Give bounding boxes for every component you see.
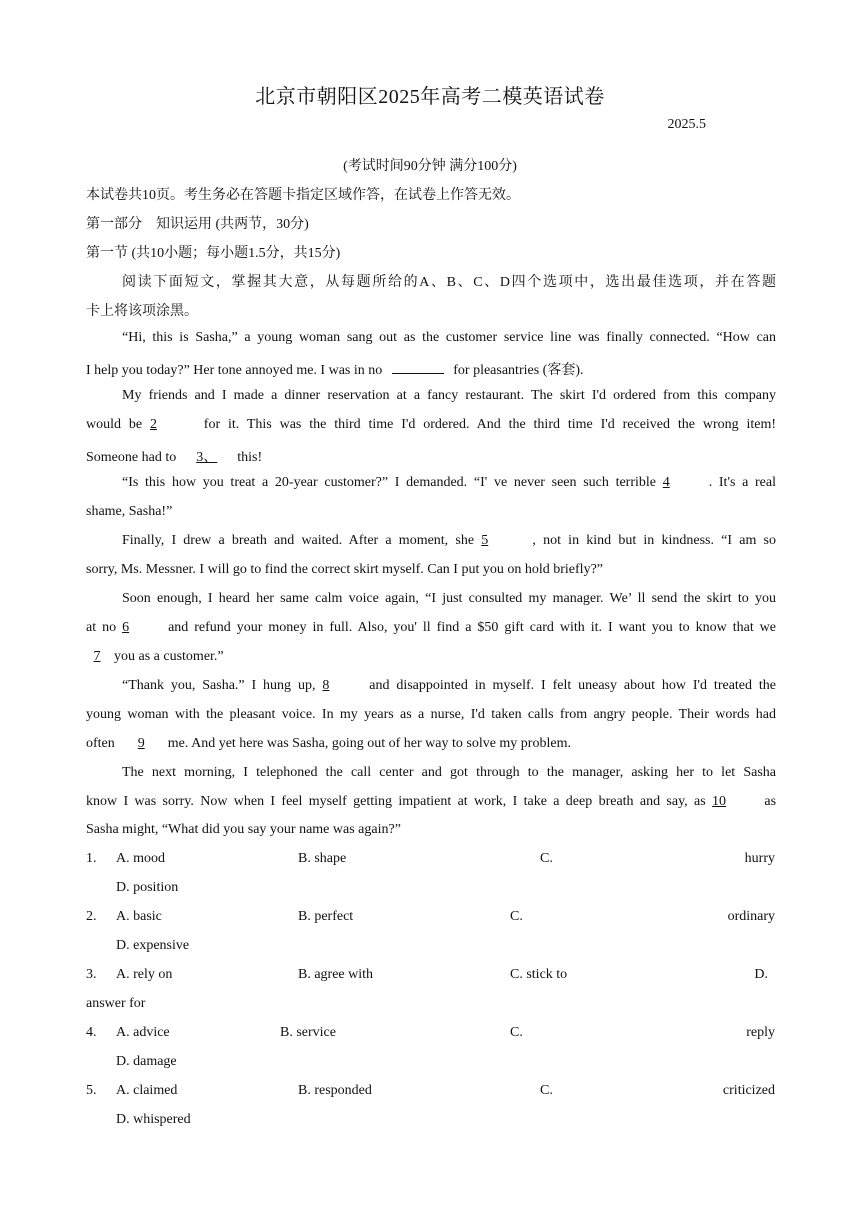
- passage-text: for it. This was the third time I'd ordered. And the third time I'd received the wrong item!: [203, 417, 777, 432]
- passage-text: at no: [86, 620, 117, 635]
- option-d[interactable]: D. expensive: [116, 938, 190, 953]
- blank-10: 10: [712, 794, 727, 809]
- blank-4: 4: [662, 475, 670, 490]
- passage-p4-line1: [122, 533, 776, 549]
- instruction-line-1: 阅读下面短文，掌握其大意，从每题所给的A、B、C、D四个选项中，选出最佳选项，并在答题: [122, 275, 776, 290]
- question-number: 4.: [86, 1025, 97, 1040]
- passage-p6-line2: young woman with the pleasant voice. In my years as a nurse, I'd taken calls from angry people. Their words had: [86, 707, 776, 722]
- passage-text: and refund your money in full. Also, you' ll find a $50 gift card with it. I want you to know that we: [168, 620, 777, 635]
- passage-p4-line2: sorry, Ms. Messner. I will go to find the correct skirt myself. Can I put you on hold briefly?”: [86, 562, 603, 577]
- passage-p5-line3: [86, 649, 776, 665]
- instruction-line-2: 卡上将该项涂黑。: [86, 304, 198, 319]
- passage-text: Someone had to: [86, 450, 177, 465]
- option-c-label[interactable]: C.: [510, 1025, 523, 1040]
- passage-p2-line2: [86, 417, 776, 433]
- option-d-label[interactable]: D.: [754, 967, 768, 982]
- option-d-word[interactable]: answer for: [86, 996, 146, 1011]
- option-c[interactable]: C. stick to: [510, 967, 568, 982]
- passage-text: would be: [86, 417, 143, 432]
- blank-3: 3、: [196, 450, 218, 465]
- blank-1: [392, 361, 444, 374]
- option-c-label[interactable]: C.: [540, 851, 553, 866]
- option-c-word[interactable]: ordinary: [727, 909, 775, 924]
- passage-text: I help you today?” Her tone annoyed me. I was in no: [86, 363, 383, 378]
- option-b[interactable]: B. service: [280, 1025, 336, 1040]
- passage-p6-line1: [122, 678, 776, 694]
- passage-text: for pleasantries (客套).: [453, 363, 584, 378]
- passage-text: me. And yet here was Sasha, going out of her way to solve my problem.: [167, 736, 571, 751]
- passage-p6-line3: [86, 736, 776, 752]
- passage-p7-line2: [86, 794, 776, 810]
- option-a[interactable]: A. advice: [116, 1025, 170, 1040]
- passage-text: often: [86, 736, 115, 751]
- question-number: 5.: [86, 1083, 97, 1098]
- exam-date: 2025.5: [667, 117, 706, 132]
- exam-title: 北京市朝阳区2025年高考二模英语试卷: [255, 86, 605, 108]
- option-d[interactable]: D. whispered: [116, 1112, 191, 1127]
- passage-text: this!: [237, 450, 263, 465]
- blank-6: 6: [122, 620, 130, 635]
- option-b[interactable]: B. agree with: [298, 967, 374, 982]
- option-d[interactable]: D. position: [116, 880, 179, 895]
- passage-p2-line1: My friends and I made a dinner reservation at a fancy restaurant. The skirt I'd ordered from this company: [122, 388, 776, 403]
- question-number: 3.: [86, 967, 97, 982]
- blank-8: 8: [322, 678, 330, 693]
- passage-text: . It's a real: [708, 475, 776, 490]
- passage-text: and disappointed in myself. I felt uneasy about how I'd treated the: [369, 678, 777, 693]
- passage-text: “Is this how you treat a 20-year customer?” I demanded. “I' ve never seen such terrible: [122, 475, 656, 490]
- passage-p1-line2: [86, 359, 776, 379]
- passage-p2-line3: [86, 446, 776, 466]
- passage-p3-line1: [122, 475, 776, 491]
- question-number: 2.: [86, 909, 97, 924]
- passage-p3-line2: shame, Sasha!”: [86, 504, 173, 519]
- part-one-heading: 第一部分 知识运用 (共两节，30分): [86, 217, 309, 232]
- blank-5: 5: [481, 533, 489, 548]
- option-a[interactable]: A. basic: [116, 909, 162, 924]
- passage-p5-line2: [86, 620, 776, 636]
- passage-text: know I was sorry. Now when I feel myself getting impatient at work, I take a deep breath and say, as: [86, 794, 706, 809]
- option-b[interactable]: B. shape: [298, 851, 347, 866]
- option-b[interactable]: B. responded: [298, 1083, 372, 1098]
- option-c-word[interactable]: hurry: [744, 851, 775, 866]
- option-c-label[interactable]: C.: [510, 909, 523, 924]
- option-b[interactable]: B. perfect: [298, 909, 354, 924]
- passage-p7-line3: Sasha might, “What did you say your name was again?”: [86, 822, 401, 837]
- option-c-word[interactable]: reply: [746, 1025, 775, 1040]
- passage-text: , not in kind but in kindness. “I am so: [532, 533, 776, 548]
- option-a[interactable]: A. rely on: [116, 967, 173, 982]
- passage-text: Finally, I drew a breath and waited. After a moment, she: [122, 533, 475, 548]
- passage-text: you as a customer.”: [114, 649, 224, 664]
- section-one-heading: 第一节 (共10小题；每小题1.5分，共15分): [86, 246, 341, 261]
- option-d[interactable]: D. damage: [116, 1054, 177, 1069]
- exam-notice: 本试卷共10页。考生务必在答题卡指定区域作答，在试卷上作答无效。: [86, 188, 520, 203]
- passage-text: “Thank you, Sasha.” I hung up,: [122, 678, 316, 693]
- passage-text: as: [764, 794, 777, 809]
- option-a[interactable]: A. mood: [116, 851, 165, 866]
- question-number: 1.: [86, 851, 97, 866]
- passage-p7-line1: The next morning, I telephoned the call center and got through to the manager, asking her to let Sasha: [122, 765, 776, 780]
- option-c-label[interactable]: C.: [540, 1083, 553, 1098]
- blank-7: 7: [93, 649, 101, 664]
- exam-info: (考试时间90分钟 满分100分): [343, 159, 517, 174]
- passage-p1-line1: “Hi, this is Sasha,” a young woman sang out as the customer service line was finally connected. “How can: [122, 330, 776, 345]
- blank-9: 9: [137, 736, 145, 751]
- passage-p5-line1: Soon enough, I heard her same calm voice again, “I just consulted my manager. We’ ll send the skirt to you: [122, 591, 776, 606]
- blank-2: 2: [149, 417, 157, 432]
- option-c-word[interactable]: criticized: [722, 1083, 775, 1098]
- option-a[interactable]: A. claimed: [116, 1083, 178, 1098]
